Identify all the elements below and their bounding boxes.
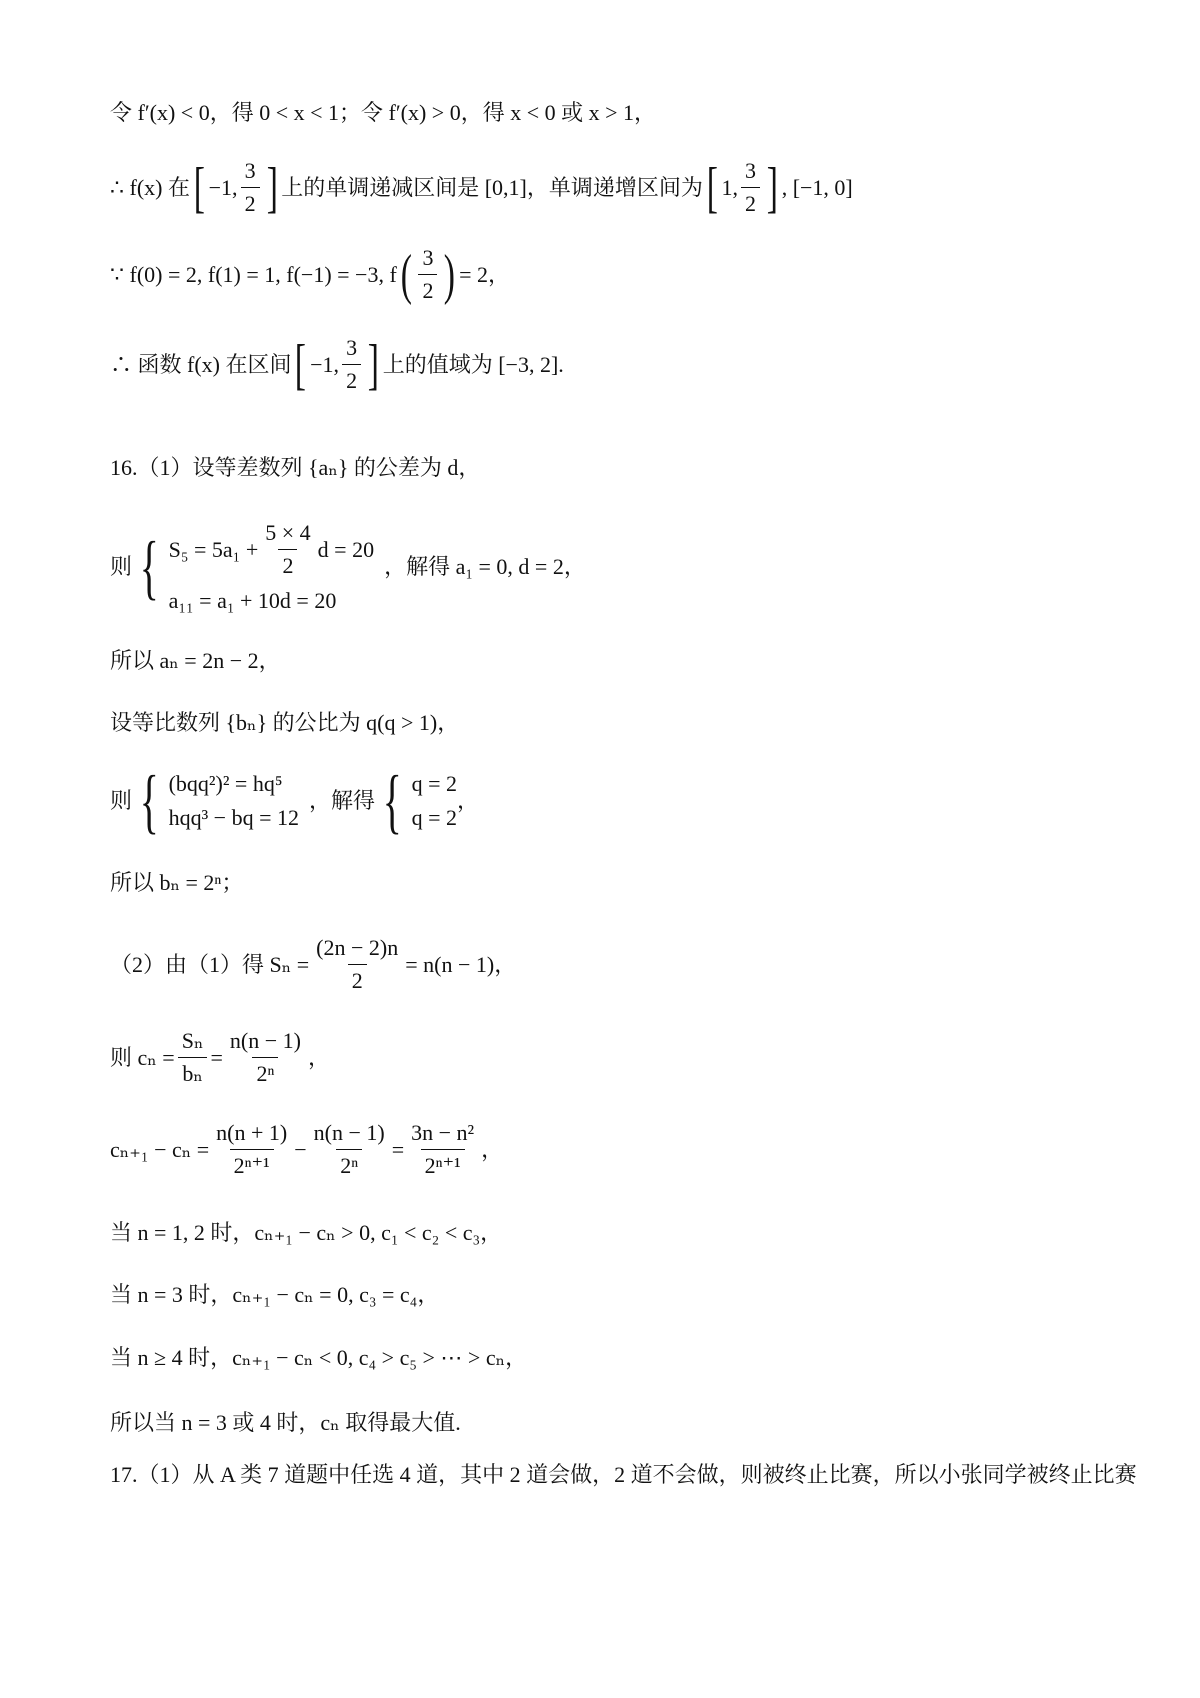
- line-sn-formula: [110, 935, 516, 995]
- line-case-n-1-2: [110, 1220, 502, 1246]
- text: =: [391, 1136, 405, 1162]
- text: 当 n ≥ 4 时，cₙ₊₁ − cₙ < 0, c₄ > c₅ > ⋯ > cₙ，: [110, 1345, 528, 1370]
- text: ∴ f(x) 在: [110, 174, 190, 200]
- bracket-right: ]: [266, 156, 278, 219]
- denominator: 2ⁿ⁺¹: [421, 1149, 465, 1179]
- line-function-values: [110, 245, 510, 305]
- text: = n(n − 1)，: [405, 951, 517, 977]
- fraction: [310, 1120, 389, 1180]
- equation-row: [169, 520, 375, 580]
- text: （2）由（1）得 Sₙ =: [110, 951, 310, 977]
- brace: {: [139, 761, 159, 841]
- numerator: 3: [244, 158, 256, 183]
- text: 则: [110, 787, 133, 813]
- text: 17.（1）从 A 类 7 道题中任选 4 道，其中 2 道会做，2 道不会做，则被终止比赛，所以小张同学被终止比赛: [110, 1462, 1137, 1487]
- numerator: (2n − 2)n: [316, 935, 399, 960]
- line-case-n-3: [110, 1282, 439, 1308]
- line-value-range: [110, 335, 564, 395]
- text: ，: [307, 1044, 330, 1070]
- numerator: n(n + 1): [216, 1120, 288, 1145]
- denominator: bₙ: [178, 1057, 207, 1087]
- denominator: 2: [418, 274, 437, 304]
- text: ，: [457, 787, 480, 813]
- fraction: [178, 1028, 208, 1088]
- text: 所以 aₙ = 2n − 2，: [110, 648, 281, 673]
- text: 当 n = 1, 2 时，cₙ₊₁ − cₙ > 0, c₁ < c₂ < c₃，: [110, 1220, 503, 1245]
- bracket-left: [: [295, 333, 307, 396]
- text: 1,: [721, 174, 739, 200]
- fraction: [342, 335, 361, 395]
- text: 所以 bₙ = 2ⁿ；: [110, 870, 244, 895]
- brace: {: [139, 527, 159, 608]
- numerator: 3: [346, 335, 358, 360]
- brace: {: [382, 761, 402, 841]
- equation-system: [169, 520, 375, 614]
- text: S₅ = 5a₁ +: [168, 536, 259, 562]
- text: 16.（1）设等差数列 {aₙ} 的公差为 d，: [110, 455, 481, 480]
- fraction: [226, 1028, 305, 1088]
- numerator: 3n − n²: [411, 1120, 475, 1145]
- denominator: 2ⁿ: [336, 1149, 362, 1179]
- fraction: [407, 1120, 478, 1180]
- fraction: [212, 1120, 291, 1180]
- text: =: [210, 1044, 223, 1070]
- text: 当 n = 3 时，cₙ₊₁ − cₙ = 0, c₃ = c₄，: [110, 1282, 440, 1307]
- denominator: 2: [741, 187, 760, 217]
- numerator: 5 × 4: [265, 520, 311, 545]
- equation-row: (bqq²)² = hq⁵: [168, 770, 283, 796]
- text: , [−1, 0]: [781, 174, 853, 200]
- equation-row: a₁₁ = a₁ + 10d = 20: [168, 587, 337, 613]
- text: 则 cₙ =: [110, 1044, 175, 1070]
- solution-system: [412, 771, 457, 832]
- line-geom-intro: [110, 710, 459, 736]
- fraction: [312, 935, 402, 995]
- text: ∵ f(0) = 2, f(1) = 1, f(−1) = −3, f: [110, 261, 397, 287]
- text: 上的单调递减区间是 [0,1]，单调递增区间为: [281, 174, 703, 200]
- bracket-left: [: [706, 156, 718, 219]
- text: cₙ₊₁ − cₙ =: [110, 1136, 210, 1162]
- line-problem-17-intro: [110, 1462, 1137, 1488]
- denominator: 2ⁿ: [252, 1057, 278, 1087]
- fraction: [261, 520, 314, 580]
- text: ，解得 a₁ = 0, d = 2，: [384, 553, 586, 579]
- line-cn-formula: [110, 1028, 330, 1088]
- denominator: 2ⁿ⁺¹: [230, 1149, 274, 1179]
- denominator: 2: [342, 364, 361, 394]
- fraction: [741, 158, 760, 218]
- equation-row: hqq³ − bq = 12: [168, 805, 299, 830]
- line-problem-16-intro: [110, 455, 480, 481]
- equation-row: q = 2: [411, 770, 457, 796]
- text: −1,: [310, 351, 340, 377]
- text: 上的值域为 [−3, 2].: [382, 351, 564, 377]
- line-monotonic-intervals: [110, 158, 853, 218]
- text: −1,: [208, 174, 238, 200]
- bracket-right: ]: [367, 333, 379, 396]
- bracket-left: [: [193, 156, 205, 219]
- line-conclusion: [110, 1410, 461, 1436]
- denominator: 2: [241, 187, 260, 217]
- equation-row: q = 2: [411, 805, 457, 830]
- line-geom-system: [110, 761, 480, 841]
- line-arith-system: [110, 520, 586, 614]
- denominator: 2: [278, 549, 297, 579]
- bracket-right: ]: [766, 156, 778, 219]
- text: = 2，: [459, 261, 511, 287]
- denominator: 2: [348, 964, 367, 994]
- numerator: 3: [745, 158, 757, 183]
- text: d = 20: [317, 536, 375, 562]
- numerator: n(n − 1): [313, 1120, 385, 1145]
- numerator: n(n − 1): [229, 1028, 301, 1053]
- text: 设等比数列 {bₙ} 的公比为 q(q > 1)，: [110, 710, 460, 735]
- numerator: Sₙ: [181, 1028, 204, 1053]
- text: ，: [481, 1136, 504, 1162]
- line-cn-difference: [110, 1120, 503, 1180]
- text: ∴ 函数 f(x) 在区间: [110, 351, 292, 377]
- line-an-formula: [110, 648, 281, 674]
- line-bn-formula: [110, 870, 243, 896]
- fraction: [241, 158, 260, 218]
- numerator: 3: [422, 245, 434, 270]
- equation-system: [169, 771, 299, 832]
- fraction: [418, 245, 437, 305]
- paren-left: (: [400, 243, 412, 306]
- text: 令 f′(x) < 0，得 0 < x < 1；令 f′(x) > 0，得 x < 0 或 x > 1，: [110, 100, 657, 125]
- line-derivative-sign: [110, 100, 656, 126]
- text: ，解得: [309, 787, 376, 813]
- text: −: [294, 1136, 307, 1162]
- paren-right: ): [444, 243, 456, 306]
- text: 则: [110, 553, 133, 579]
- text: 所以当 n = 3 或 4 时，cₙ 取得最大值.: [110, 1410, 461, 1435]
- line-case-n-ge-4: [110, 1345, 527, 1371]
